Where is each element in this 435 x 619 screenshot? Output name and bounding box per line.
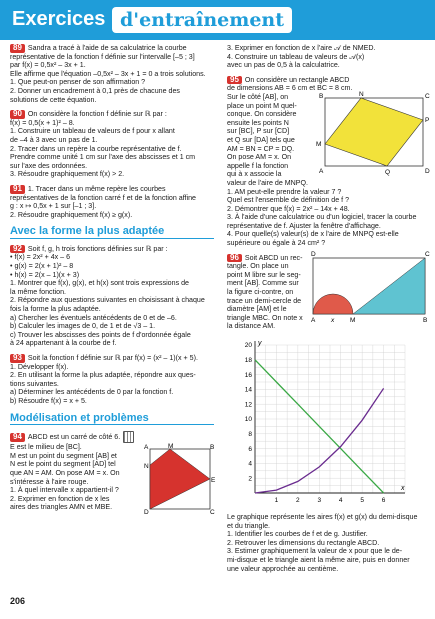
text-line: conque. On considère: [227, 110, 297, 119]
text-line: aires des triangles AMN et MBE.: [10, 503, 113, 512]
exercise-number: 93: [10, 354, 25, 363]
text-line: s'intéresse à l'aire rouge.: [10, 477, 89, 486]
y-tick-label: 16: [244, 371, 252, 379]
label-m: M: [316, 140, 322, 148]
exercise-number: 92: [10, 245, 25, 254]
text-line: On considère la fonction f définie sur ℝ par :: [27, 110, 167, 119]
exercise-89: [10, 44, 214, 104]
text-line: point M libre sur le seg-: [227, 270, 301, 279]
text-line: 1. AM peut-elle prendre la valeur 7 ?: [227, 187, 342, 196]
y-tick-label: 14: [244, 386, 252, 394]
y-tick-label: 2: [248, 475, 252, 483]
text-line: la figure ci-contre, on: [227, 288, 294, 297]
text-line: N est le point du segment [AD] tel: [10, 460, 116, 469]
label-a: A: [311, 316, 316, 324]
text-line: ABCD est un carré de côté 6.: [27, 433, 121, 442]
exercise-90: [10, 110, 214, 179]
text-line: Sur le côté [AB], on: [227, 92, 289, 101]
y-tick-label: 18: [244, 357, 252, 364]
text-line: Elle affirme que l'équation –0,5x² – 3x + 1 = 0 a trois solutions.: [10, 69, 206, 78]
exercise-94: [10, 431, 216, 516]
text-line: fois la forme la plus adaptée.: [10, 305, 101, 314]
text-line: et du triangle.: [227, 521, 270, 530]
text-line: représentative de f. Ajuster la fenêtre d'affichage.: [227, 221, 381, 230]
text-line: a) Déterminer les antécédents de 0 par la fonction f.: [10, 388, 174, 397]
text-line: tions suivantes.: [10, 379, 59, 388]
text-line: 2. Répondre aux questions suivantes en choisissant à chaque: [10, 296, 205, 305]
text-line: 1. Montrer que f(x), g(x), et h(x) sont trois expressions de: [10, 279, 189, 288]
calculator-icon: [123, 431, 134, 443]
text-line: de –4 à 3 avec un pas de 1.: [10, 135, 98, 144]
text-line: 1. Que peut-on penser de son affirmation ?: [10, 78, 146, 87]
text-line: par f(x) = 0,5x² – 3x + 1.: [10, 61, 86, 70]
x-tick-label: 2: [296, 497, 300, 504]
label-p: P: [425, 116, 430, 124]
text-line: 3. Exprimer en fonction de x l'aire 𝒜 de NMED.: [227, 44, 376, 52]
exercise-96: [227, 250, 431, 331]
label-b: B: [319, 92, 324, 100]
text-line: 1. Développer f(x).: [10, 362, 69, 371]
y-tick-label: 8: [248, 431, 252, 438]
text-line: la même fonction.: [10, 287, 66, 296]
text-line: supérieure ou égale à 24 cm² ?: [227, 239, 326, 248]
rectangle-figure: [315, 90, 433, 176]
text-line: valeur de l'aire de MNPQ.: [227, 178, 308, 187]
text-line: ensuite les points N: [227, 118, 289, 127]
label-e: E: [211, 477, 216, 485]
text-line: une valeur approchée au centième.: [227, 564, 339, 573]
text-line: sur l'axe des ordonnées.: [10, 161, 88, 170]
text-line: Prendre comme unité 1 cm sur l'axe des abscisses et 1 cm: [10, 153, 196, 162]
y-tick-label: 20: [244, 342, 252, 350]
text-line: représentative de la fonction f définie sur l'intervalle [–5 ; 3]: [10, 52, 195, 61]
exercise-94-continued: [227, 44, 431, 70]
text-line: la distance AM.: [227, 322, 276, 331]
text-line: Soit la fonction f définie sur ℝ par f(x) = (x² – 1)(x + 5).: [27, 354, 198, 362]
text-line: On pose AM = x. On: [227, 153, 292, 162]
text-line: Soit f, g, h trois fonctions définies sur ℝ par :: [27, 244, 168, 253]
text-line: On considère un rectangle ABCD: [244, 75, 350, 84]
text-line: 2. Donner un encadrement à 0,1 près de chacune des: [10, 86, 180, 95]
text-line: Le graphique représente les aires f(x) et g(x) du demi-disque: [227, 513, 418, 521]
x-tick-label: 3: [317, 497, 322, 504]
text-line: b) Résoudre f(x) = x + 5.: [10, 396, 87, 405]
y-tick-label: 6: [248, 445, 252, 453]
label-a: A: [319, 167, 324, 175]
y-tick-label: 12: [244, 401, 252, 409]
label-m: M: [350, 316, 356, 324]
y-tick-label: 10: [244, 416, 252, 424]
text-line: 3. Résoudre graphiquement f(x) > 2.: [10, 170, 125, 179]
text-line: avec un pas de 0,5 à la calculatrice.: [227, 61, 340, 70]
text-line: c) Trouver les abscisses des points de f d'ordonnée égale: [10, 330, 191, 339]
text-line: M est un point du segment [AB] et: [10, 451, 117, 460]
text-line: qui à x associe la: [227, 170, 282, 179]
label-q: Q: [385, 168, 391, 176]
exercise-number: 89: [10, 44, 25, 53]
exercise-number: 94: [10, 433, 25, 442]
exercise-93: [10, 354, 214, 406]
text-line: g : x ↦ 0,5x + 1 sur [–1 ; 3].: [10, 202, 97, 211]
header-subtitle: d'entraînement: [112, 7, 292, 33]
exercise-95: [227, 76, 431, 248]
text-line: et Q sur [DA] tels que: [227, 135, 295, 144]
x-tick-label: 5: [360, 497, 364, 504]
text-line: 3. À l'aide d'une calculatrice ou d'un logiciel, tracer la courbe: [227, 213, 417, 222]
text-line: a) Chercher les éventuels antécédents de 0 et de –6.: [10, 313, 177, 322]
page-number: 206: [10, 596, 26, 606]
exercise-number: 96: [227, 254, 242, 263]
text-line: représentatives de la fonction carré f et de la fonction affine: [10, 193, 196, 202]
text-line: place un point M quel-: [227, 101, 297, 110]
text-line: 1. Tracer dans un même repère les courbes: [27, 184, 166, 193]
text-line: tangle. On place un: [227, 262, 289, 271]
exercise-92: [10, 245, 214, 348]
text-line: 2. Résoudre graphiquement f(x) ≥ g(x).: [10, 210, 133, 219]
text-line: mi-disque et le triangle aient la même aire, puis en donner: [227, 555, 410, 564]
label-m: M: [168, 443, 174, 451]
text-line: Quel est l'ensemble de définition de f ?: [227, 196, 350, 205]
exercise-96-questions: [227, 513, 431, 573]
section-heading: Avec la forme la plus adaptée: [10, 227, 214, 239]
text-line: 1. À quel intervalle x appartient-il ?: [10, 486, 119, 495]
text-line: AM = BN = CP = DQ.: [227, 144, 295, 153]
label-d: D: [144, 509, 149, 516]
text-line: appelle f la fonction: [227, 161, 289, 170]
label-c: C: [425, 92, 430, 100]
x-axis-label: x: [401, 485, 405, 492]
text-line: diamètre [AM] et le: [227, 305, 287, 314]
section-heading: Modélisation et problèmes: [10, 414, 214, 426]
x-tick-label: 6: [381, 497, 386, 504]
label-b: B: [423, 316, 428, 324]
text-line: 4. Construire un tableau de valeurs de 𝒜(x): [227, 52, 365, 61]
text-line: trace un demi-cercle de: [227, 296, 302, 305]
label-n: N: [359, 90, 364, 98]
label-c: C: [210, 509, 215, 516]
text-line: solutions de cette équation.: [10, 95, 97, 104]
exercise-number: 91: [10, 185, 25, 194]
text-line: que AN = AM. On pose AM = x. On: [10, 468, 120, 477]
label-d: D: [311, 250, 316, 258]
text-line: Soit ABCD un rec-: [244, 253, 303, 262]
exercise-91: [10, 185, 214, 219]
y-tick-label: 4: [248, 460, 252, 468]
square-figure: [144, 443, 216, 515]
text-line: ment [AB]. Comme sur: [227, 279, 299, 288]
semicircle-figure: [307, 250, 433, 324]
text-line: 2. Exprimer en fonction de x les: [10, 494, 110, 503]
text-line: 2. Tracer dans un repère la courbe représentative de f.: [10, 144, 182, 153]
x-tick-label: 1: [274, 497, 279, 504]
label-n: N: [144, 463, 149, 471]
text-line: b) Calculer les images de 0, de 1 et de √3 – 1.: [10, 322, 156, 331]
label-c: C: [425, 250, 430, 258]
exercise-number: 90: [10, 110, 25, 119]
exercise-number: 95: [227, 76, 242, 85]
text-line: 1. Construire un tableau de valeurs de f pour x allant: [10, 127, 175, 136]
left-column: [10, 44, 214, 518]
right-column: [227, 44, 431, 579]
header-title: Exercices: [12, 8, 106, 30]
text-line: 2. Démontrer que f(x) = 2x² – 14x + 48.: [227, 204, 350, 213]
text-line: • h(x) = 2(x – 1)(x + 3): [10, 270, 80, 279]
text-line: sur [BC], P sur [CD]: [227, 127, 290, 136]
text-line: • f(x) = 2x² + 4x – 6: [10, 253, 71, 262]
label-x: x: [331, 316, 335, 324]
text-line: 2. En utilisant la forme la plus adaptée, répondre aux ques-: [10, 371, 196, 380]
label-a: A: [144, 444, 149, 452]
text-line: 1. Identifier les courbes de f et de g. Justifier.: [227, 530, 368, 539]
y-axis-label: y: [258, 340, 262, 347]
text-line: à 24 appartenant à la courbe de f.: [10, 339, 117, 348]
text-line: Sandra a tracé à l'aide de sa calculatrice la courbe: [27, 44, 187, 52]
area-chart: [233, 337, 413, 509]
x-tick-label: 4: [338, 497, 343, 504]
text-line: triangle MBC. On note x: [227, 313, 303, 322]
text-line: de dimensions AB = 6 cm et BC = 8 cm.: [227, 84, 353, 93]
text-line: • g(x) = 2(x + 1)² – 8: [10, 262, 74, 271]
text-line: 3. Estimer graphiquement la valeur de x pour que le de-: [227, 547, 403, 556]
text-line: f(x) = 0,5(x + 1)² – 8.: [10, 118, 75, 127]
text-line: 4. Pour quelle(s) valeur(s) de x l'aire de MNPQ est-elle: [227, 230, 399, 239]
label-d: D: [425, 167, 430, 175]
text-line: E est le milieu de [BC].: [10, 443, 82, 452]
page-header: [0, 0, 435, 40]
text-line: 2. Retrouver les dimensions du rectangle ABCD.: [227, 538, 380, 547]
label-b: B: [210, 444, 215, 452]
